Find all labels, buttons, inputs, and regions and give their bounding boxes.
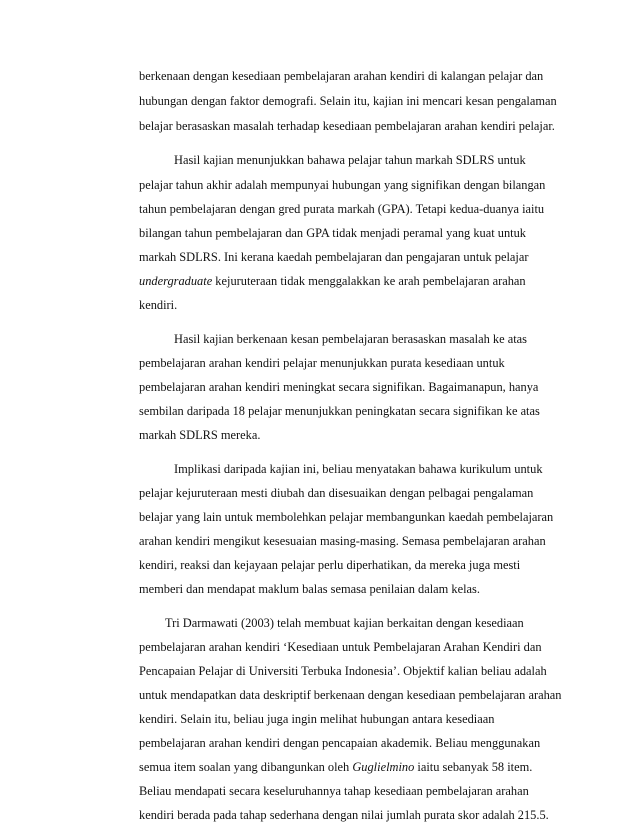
text-line: markah SDLRS mereka. [139, 428, 261, 442]
text-line: belajar berasaskan masalah terhadap kesediaan pembelajaran arahan kendiri pelajar. [139, 119, 555, 133]
text-segment: iaitu sebanyak 58 item. [414, 760, 533, 774]
text-line: belajar yang lain untuk membolehkan pelajar membangunkan kaedah pembelajaran [139, 510, 554, 524]
text-line: Pencapaian Pelajar di Universiti Terbuka Indonesia’. Objektif kalian beliau adalah [139, 664, 547, 678]
text-line: memberi dan mendapat maklum balas semasa penilaian dalam kelas. [139, 582, 480, 596]
text-line: pembelajaran arahan kendiri ‘Kesediaan untuk Pembelajaran Arahan Kendiri dan [139, 640, 542, 654]
text-line-with-italic [139, 761, 532, 773]
italic-term: Guglielmino [352, 760, 415, 774]
text-line: pembelajaran arahan kendiri pelajar menunjukkan purata kesediaan untuk [139, 356, 505, 370]
text-line: Hasil kajian berkenaan kesan pembelajaran berasaskan masalah ke atas [174, 332, 527, 346]
text-line: sembilan daripada 18 pelajar menunjukkan peningkatan secara signifikan ke atas [139, 404, 540, 418]
text-line: berkenaan dengan kesediaan pembelajaran arahan kendiri di kalangan pelajar dan [139, 69, 544, 83]
text-line: pembelajaran arahan kendiri dengan pencapaian akademik. Beliau menggunakan [139, 736, 541, 750]
text-line: kendiri. Selain itu, beliau juga ingin melihat hubungan antara kesediaan [139, 712, 495, 726]
text-line: arahan kendiri mengikut kesesuaian masing-masing. Semasa pembelajaran arahan [139, 534, 546, 548]
text-line: untuk mendapatkan data deskriptif berkenaan dengan kesediaan pembelajaran arahan [139, 688, 562, 702]
text-line: tahun pembelajaran dengan gred purata markah (GPA). Tetapi kedua-duanya iaitu [139, 202, 545, 216]
text-segment: semua item soalan yang dibangunkan oleh [139, 760, 353, 774]
text-segment: kejuruteraan tidak menggalakkan ke arah pembelajaran arahan [212, 274, 526, 288]
text-line: pelajar tahun akhir adalah mempunyai hubungan yang signifikan dengan bilangan [139, 178, 546, 192]
text-line: markah SDLRS. Ini kerana kaedah pembelajaran dan pengajaran untuk pelajar [139, 250, 529, 264]
text-line-with-italic [139, 275, 526, 287]
italic-term: undergraduate [139, 274, 213, 288]
text-line: kendiri. [139, 298, 178, 312]
text-line: Beliau mendapati secara keseluruhannya tahap kesediaan pembelajaran arahan [139, 784, 529, 798]
text-line: kendiri berada pada tahap sederhana dengan nilai jumlah purata skor adalah 215.5. [139, 808, 549, 822]
text-line: Hasil kajian menunjukkan bahawa pelajar tahun markah SDLRS untuk [174, 153, 526, 167]
text-line: hubungan dengan faktor demografi. Selain itu, kajian ini mencari kesan pengalaman [139, 94, 557, 108]
text-line: Tri Darmawati (2003) telah membuat kajian berkaitan dengan kesediaan [165, 616, 524, 630]
text-line: bilangan tahun pembelajaran dan GPA tidak menjadi peramal yang kuat untuk [139, 226, 526, 240]
text-line: kendiri, reaksi dan kejayaan pelajar perlu diperhatikan, da mereka juga mesti [139, 558, 521, 572]
text-line: Implikasi daripada kajian ini, beliau menyatakan bahawa kurikulum untuk [174, 462, 543, 476]
text-line: pembelajaran arahan kendiri meningkat secara signifikan. Bagaimanapun, hanya [139, 380, 539, 394]
text-line: pelajar kejuruteraan mesti diubah dan disesuaikan dengan pelbagai pengalaman [139, 486, 534, 500]
